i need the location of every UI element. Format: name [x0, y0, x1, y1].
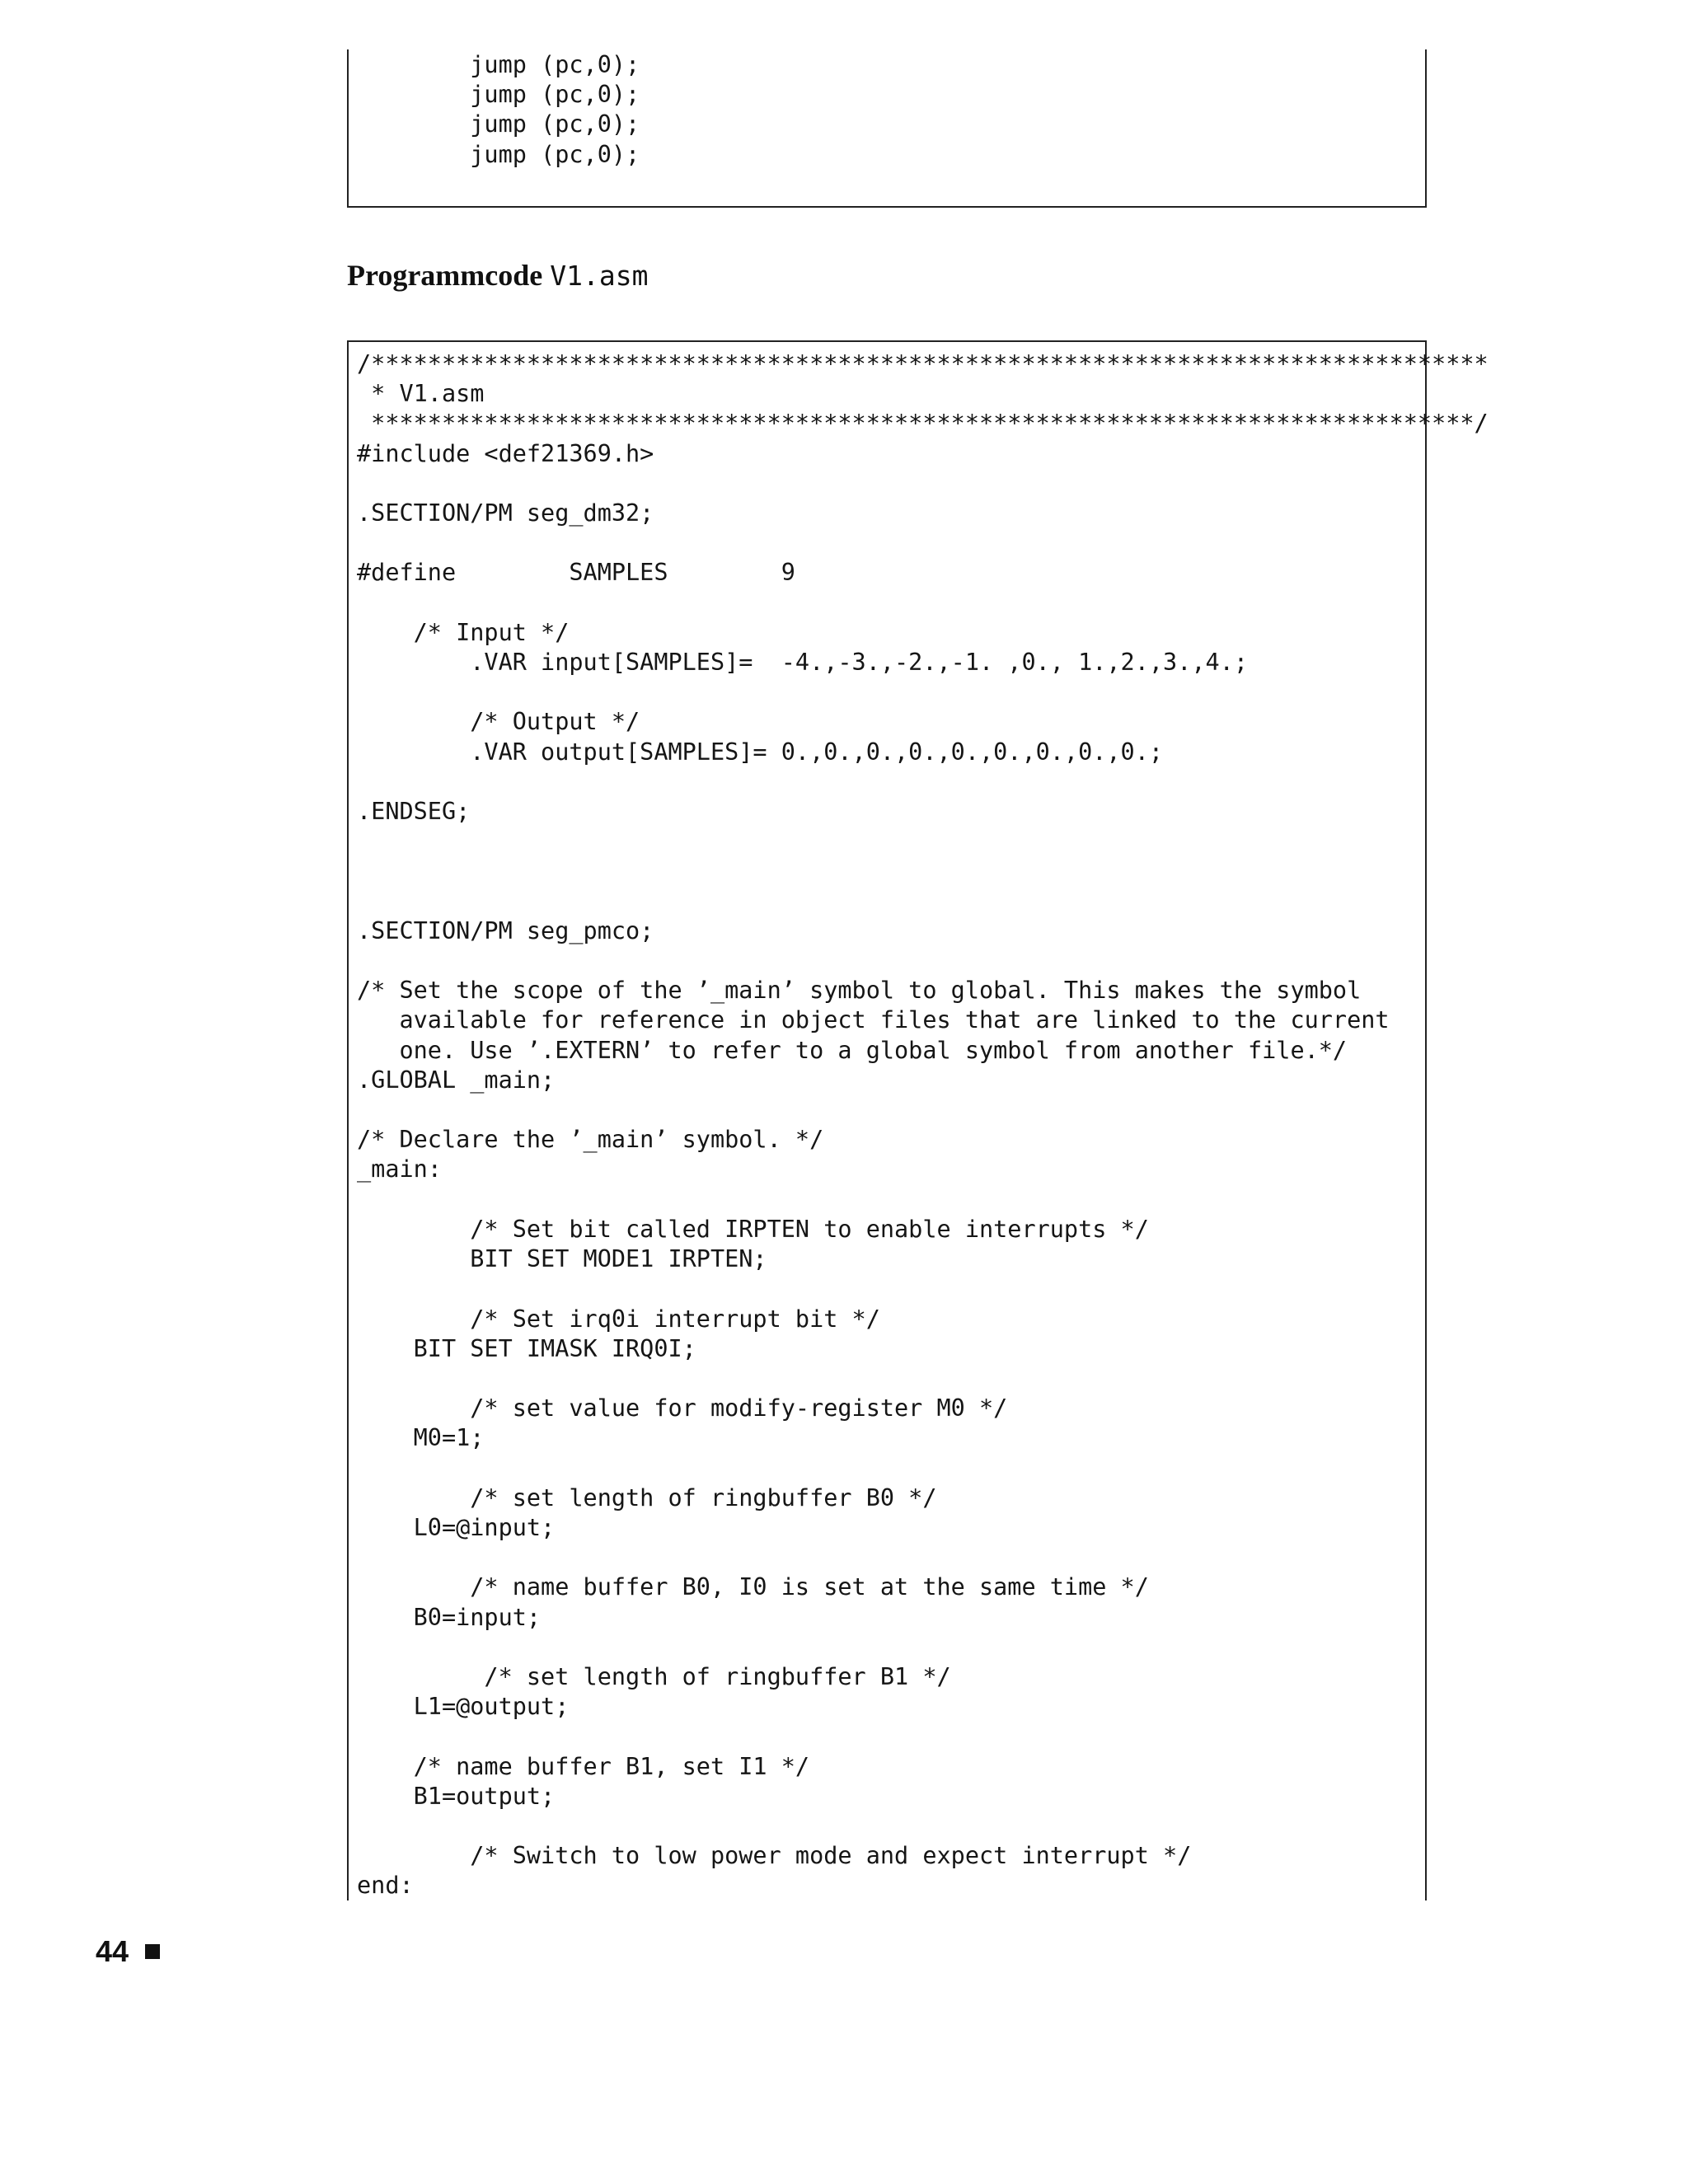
code-line: /* Switch to low power mode and expect interrupt */	[357, 1842, 1192, 1870]
code-line: .SECTION/PM seg_pmco;	[357, 916, 654, 944]
code-line: ******************************************************************************/	[357, 410, 1489, 438]
code-line: /* name buffer B1, set I1 */	[357, 1752, 810, 1780]
code-line: available for reference in object files that are linked to the current	[357, 1006, 1390, 1034]
section-heading	[347, 257, 648, 294]
code-line: M0=1;	[357, 1424, 485, 1452]
code-line: #include <def21369.h>	[357, 439, 654, 467]
code-line: /* Set the scope of the ’_main’ symbol to global. This makes the symbol	[357, 977, 1362, 1005]
code-line: one. Use ’.EXTERN’ to refer to a global symbol from another file.*/	[357, 1036, 1348, 1064]
code-line: /* set value for modify-register M0 */	[357, 1394, 1008, 1422]
heading-label: Programmcode	[347, 259, 543, 292]
code-line: /* set length of ringbuffer B1 */	[357, 1662, 951, 1690]
page-number: 44	[96, 1934, 129, 1968]
code-line: .ENDSEG;	[357, 798, 471, 826]
code-line: L0=@input;	[357, 1513, 556, 1541]
code-line: jump (pc,0);	[357, 51, 640, 78]
code-line: /*******************************************************************************	[357, 350, 1489, 377]
code-line: jump (pc,0);	[357, 110, 640, 138]
code-text	[357, 349, 1489, 1901]
top-code-listing	[347, 49, 1427, 208]
code-line: #define SAMPLES 9	[357, 559, 795, 587]
heading-filename: V1.asm	[550, 260, 649, 292]
code-line: L1=@output;	[357, 1693, 570, 1721]
code-line: /* Declare the ’_main’ symbol. */	[357, 1126, 824, 1154]
code-line: /* name buffer B0, I0 is set at the same time */	[357, 1573, 1149, 1601]
code-line: /* set length of ringbuffer B0 */	[357, 1483, 937, 1511]
code-line: .SECTION/PM seg_dm32;	[357, 499, 654, 527]
code-line: _main:	[357, 1155, 442, 1183]
code-line: .VAR input[SAMPLES]= -4.,-3.,-2.,-1. ,0., 1.,2.,3.,4.;	[357, 649, 1248, 677]
code-line: jump (pc,0);	[357, 140, 640, 168]
code-line: BIT SET MODE1 IRPTEN;	[357, 1245, 767, 1273]
code-line: /* Set bit called IRPTEN to enable interrupts */	[357, 1215, 1149, 1243]
main-code-listing	[347, 340, 1489, 1900]
code-line: B1=output;	[357, 1782, 556, 1810]
page-footer	[96, 1933, 160, 1970]
code-line: /* Output */	[357, 708, 640, 736]
code-line: * V1.asm	[357, 380, 485, 408]
code-line: jump (pc,0);	[357, 81, 640, 109]
code-line: .VAR output[SAMPLES]= 0.,0.,0.,0.,0.,0.,0.,0.,0.;	[357, 738, 1164, 766]
square-bullet-icon	[145, 1944, 160, 1959]
code-line: B0=input;	[357, 1603, 542, 1631]
code-text	[357, 50, 640, 170]
code-line: BIT SET IMASK IRQ0I;	[357, 1334, 696, 1362]
code-line: end:	[357, 1872, 414, 1900]
code-line: /* Set irq0i interrupt bit */	[357, 1305, 880, 1333]
code-line: /* Input */	[357, 618, 570, 646]
code-line: .GLOBAL _main;	[357, 1066, 556, 1094]
